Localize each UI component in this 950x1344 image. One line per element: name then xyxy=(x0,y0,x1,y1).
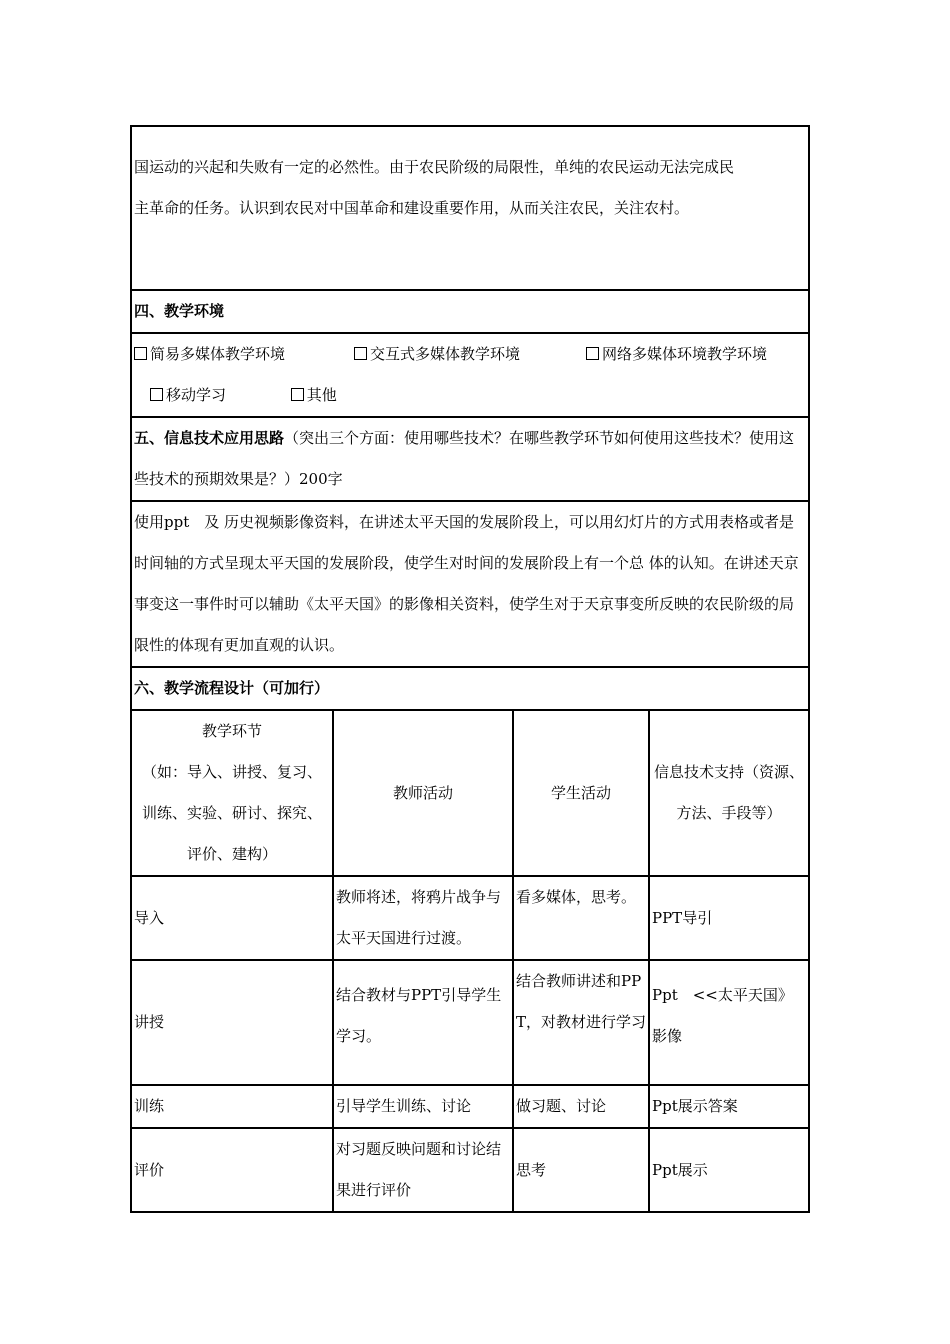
flow-header-teacher: 教师活动 xyxy=(333,710,513,876)
flow-stage: 评价 xyxy=(131,1128,333,1212)
env-option-label: 移动学习 xyxy=(166,386,227,404)
checkbox-icon xyxy=(134,347,147,360)
flow-header-row xyxy=(131,710,809,876)
flow-row xyxy=(131,1128,809,1212)
section3-continued-row xyxy=(131,126,809,290)
flow-student: 结合教师讲述和PPT，对教材进行学习 xyxy=(513,960,649,1085)
section4-title-row xyxy=(131,290,809,333)
flow-tech: Ppt展示 xyxy=(649,1128,809,1212)
env-option-simple-multimedia[interactable] xyxy=(134,334,354,375)
checkbox-icon xyxy=(291,388,304,401)
flow-header-tech: 信息技术支持（资源、方法、手段等） xyxy=(649,710,809,876)
env-option-mobile-learning[interactable] xyxy=(150,375,286,416)
lesson-plan-page xyxy=(130,125,808,1202)
flow-student: 做习题、讨论 xyxy=(513,1085,649,1128)
flow-stage: 导入 xyxy=(131,876,333,960)
env-option-network-multimedia[interactable] xyxy=(586,334,767,375)
flow-tech: PPT导引 xyxy=(649,876,809,960)
flow-header-stage-title: 教学环节 xyxy=(201,722,262,740)
section5-title: 五、信息技术应用思路 xyxy=(134,429,285,447)
flow-teacher: 教师将述，将鸦片战争与太平天国进行过渡。 xyxy=(333,876,513,960)
flow-teacher: 对习题反映问题和讨论结果进行评价 xyxy=(333,1128,513,1212)
section3-text-line-2: 主革命的任务。认识到农民对中国革命和建设重要作用，从而关注农民，关注农村。 xyxy=(134,199,690,217)
env-option-label: 其他 xyxy=(306,386,337,404)
flow-tech: Ppt展示答案 xyxy=(649,1085,809,1128)
env-option-label: 简易多媒体教学环境 xyxy=(150,345,286,363)
section5-note: （突出三个方面：使用哪些技术？在哪些教学环节如何使用这些技术？使用这些技术的预期效果是？）200字 xyxy=(134,429,795,488)
flow-stage: 讲授 xyxy=(131,960,333,1085)
section3-text-line-1: 国运动的兴起和失败有一定的必然性。由于农民阶级的局限性，单纯的农民运动无法完成民 xyxy=(134,158,735,176)
flow-stage: 训练 xyxy=(131,1085,333,1128)
lesson-plan-table xyxy=(130,125,810,1213)
flow-tech: Ppt <<太平天国》影像 xyxy=(649,960,809,1085)
flow-student: 思考 xyxy=(513,1128,649,1212)
section5-body-row xyxy=(131,501,809,667)
section4-options-row xyxy=(131,333,809,417)
section5-body: 使用ppt 及 历史视频影像资料，在讲述太平天国的发展阶段上，可以用幻灯片的方式用表格或者是时间轴的方式呈现太平天国的发展阶段，使学生对时间的发展阶段上有一个总 体的认知。在讲述天京事变这一事件时可以辅助《太平天国》的影像相关资料，使学生对于天京事变所反映的农民阶级的局限性的体现有更加直观的认识。 xyxy=(131,501,809,667)
flow-teacher: 引导学生训练、讨论 xyxy=(333,1085,513,1128)
checkbox-icon xyxy=(354,347,367,360)
section6-title-row xyxy=(131,667,809,710)
checkbox-icon xyxy=(586,347,599,360)
env-option-interactive-multimedia[interactable] xyxy=(354,334,586,375)
flow-header-stage-note: （如：导入、讲授、复习、训练、实验、研讨、探究、评价、建构） xyxy=(141,763,322,863)
env-option-label: 网络多媒体环境教学环境 xyxy=(602,345,768,363)
section4-title: 四、教学环境 xyxy=(131,290,809,333)
checkbox-icon xyxy=(150,388,163,401)
flow-student: 看多媒体，思考。 xyxy=(513,876,649,960)
flow-row xyxy=(131,876,809,960)
env-option-label: 交互式多媒体教学环境 xyxy=(370,345,521,363)
flow-row xyxy=(131,960,809,1085)
flow-row xyxy=(131,1085,809,1128)
env-option-other[interactable] xyxy=(291,375,337,416)
section6-title: 六、教学流程设计（可加行） xyxy=(131,667,809,710)
section5-title-row xyxy=(131,417,809,501)
flow-header-student: 学生活动 xyxy=(513,710,649,876)
flow-teacher: 结合教材与PPT引导学生学习。 xyxy=(333,960,513,1085)
